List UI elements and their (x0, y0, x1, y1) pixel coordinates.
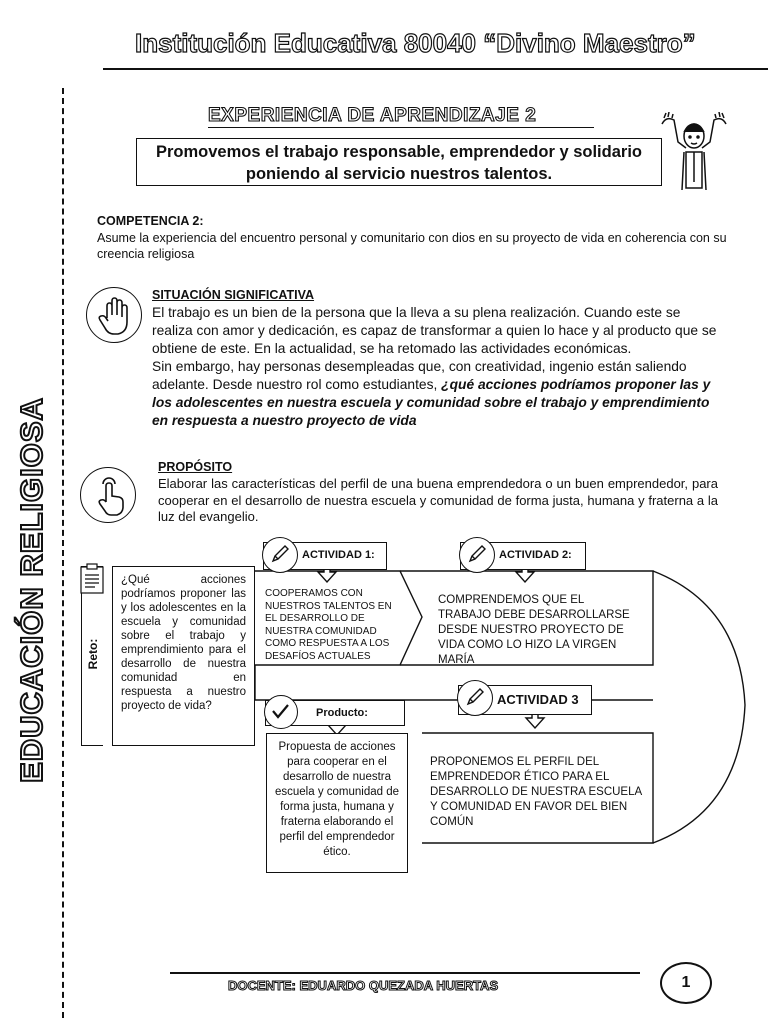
situacion-question: ¿qué acciones podríamos proponer las y los adolescentes en nuestra escuela y comunidad sobre el trabajo y emprendimiento en respuesta a nuestro proyecto de vida (152, 377, 711, 428)
reto-question-box: ¿Qué acciones podríamos proponer las y los adolescentes en la escuela y comunidad sobre el trabajo y emprendimiento para el desarrollo de nuestra comunidad en respuesta a nuestro proyecto de vida? (112, 566, 255, 746)
banner-line-1: Promovemos el trabajo responsable, emprendedor y solidario (156, 143, 642, 161)
competencia-title: COMPETENCIA 2: (97, 214, 204, 228)
activity-2-badge (460, 542, 586, 570)
middle-band (255, 665, 653, 700)
situacion-paragraph-1: El trabajo es un bien de la persona que la lleva a su plena realización. Cuando este se realiza con amor y dedicación, es capaz de transformar a quien lo hace y al producto que se obtiene de este. En la actualidad, se ha retomado las actividades económicas. (152, 305, 717, 356)
proposito-title: PROPÓSITO (158, 460, 233, 474)
checkmark-icon (264, 695, 298, 729)
clipboard-icon (77, 563, 109, 597)
activity-3-text: PROPONEMOS EL PERFIL DEL EMPRENDEDOR ÉTICO PARA EL DESARROLLO DE NUESTRA ESCUELA Y COMUNIDAD EN FAVOR DEL BIEN COMÚN (430, 756, 642, 828)
producto-badge (265, 700, 405, 726)
flow-arc (653, 571, 745, 843)
activity-2-text: COMPRENDEMOS QUE EL TRABAJO DEBE DESARROLLARSE DESDE NUESTRO PROYECTO DE VIDA COMO LO HIZO LA VIRGEN MARÍA (438, 594, 630, 666)
producto-label: Producto: (316, 707, 368, 719)
activity-3-badge (458, 685, 592, 715)
pencil-icon (262, 537, 298, 573)
producto-text-box: Propuesta de acciones para cooperar en el desarrollo de nuestra escuela y comunidad de forma justa, humana y fraterna elaborando el perfil del emprendedor ético. (266, 733, 408, 873)
pencil-icon (457, 680, 493, 716)
activity-3-label: ACTIVIDAD 3 (497, 692, 579, 707)
proposito-text: Elaborar las características del perfil de una buena emprendedora o un buen emprendedor, para cooperar en el desarrollo de nuestra escuela y comunidad de forma justa, humana y fraterna a la luz del evangelio. (158, 476, 718, 524)
reto-label: Reto: (86, 638, 100, 670)
activity-1-badge (263, 542, 387, 570)
school-name: Institución Educativa 80040 “Divino Maestro” (135, 28, 696, 58)
experience-title: EXPERIENCIA DE APRENDIZAJE 2 (208, 105, 537, 126)
banner-line-2: poniendo al servicio nuestros talentos. (245, 165, 553, 183)
activity-2-label: ACTIVIDAD 2: (499, 549, 572, 561)
competencia-text: Asume la experiencia del encuentro personal y comunitario con dios en su proyecto de vida en coherencia con su creencia religiosa (97, 231, 727, 261)
situacion-title: SITUACIÓN SIGNIFICATIVA (152, 288, 315, 302)
subject-label-text: EDUCACIÓN RELIGIOSA (14, 397, 49, 783)
teacher-name: DOCENTE: EDUARDO QUEZADA HUERTAS (228, 978, 499, 993)
activity-1-label: ACTIVIDAD 1: (302, 549, 375, 561)
situacion-paragraph-2: Sin embargo, hay personas desempleadas que, con creatividad, ingenio están saliendo adelante. Desde nuestro rol como estudiantes, (152, 359, 687, 392)
activity-1-text: COOPERAMOS CON NUESTROS TALENTOS EN EL DESARROLLO DE NUESTRA COMUNIDAD COMO RESPUESTA A LOS DESAFÍOS ACTUALES (265, 588, 392, 662)
page-number: 1 (660, 962, 712, 1004)
pencil-icon (459, 537, 495, 573)
footer-rule (170, 972, 640, 974)
